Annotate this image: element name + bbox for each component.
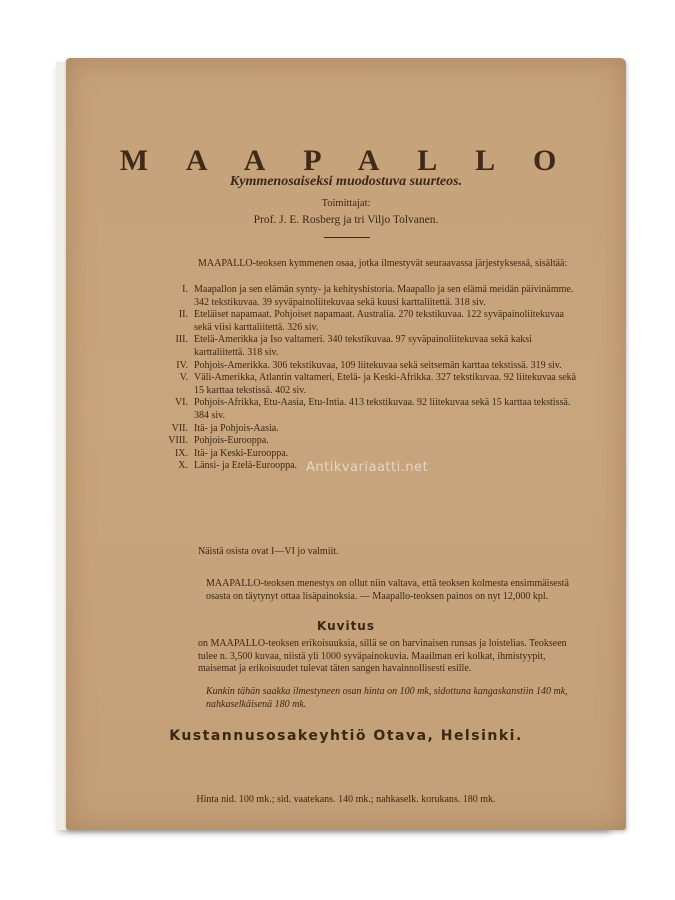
- volume-item: [158, 360, 578, 373]
- volume-number: III.: [175, 334, 188, 346]
- divider-rule: [324, 237, 370, 238]
- volume-item: [158, 309, 578, 334]
- illustrations-heading: Kuvitus: [317, 619, 375, 633]
- volume-description: Länsi- ja Etelä-Eurooppa.: [194, 460, 298, 472]
- illustrations-paragraph: on MAAPALLO-teoksen erikoisuuksia, sillä se on harvinaisen runsas ja loistelias. Teokseen tulee n. 3,500 kuvaa, niistä yli 1000 syväpainokuvia. Maailman eri kolkat, ihmistyypit, maisemat ja erikoisuudet tulevat täten sangen havainnollisesti esille.: [198, 638, 567, 675]
- book-title: M A A P A L L O: [119, 144, 573, 177]
- volume-description: Pohjois-Eurooppa.: [194, 435, 269, 447]
- volume-number: VI.: [174, 397, 188, 409]
- volume-item: [158, 372, 578, 397]
- volume-number: IX.: [174, 447, 188, 459]
- volume-item: [158, 448, 578, 461]
- volume-number: V.: [179, 372, 188, 384]
- volume-number: II.: [178, 309, 188, 321]
- availability-note: Näistä osista ovat I—VI jo valmiit.: [198, 546, 339, 557]
- volume-number: VIII.: [168, 435, 188, 447]
- editors-label: Toimittajat:: [321, 198, 371, 209]
- volume-item: [158, 334, 578, 359]
- watermark: Antikvariaatti.net: [306, 460, 429, 475]
- volume-list: [158, 284, 578, 473]
- volume-number: IV.: [176, 359, 188, 371]
- intro-paragraph: MAAPALLO-teoksen kymmenen osaa, jotka ilmestyvät seuraavassa järjestyksessä, sisältää:: [198, 258, 568, 269]
- price-note: Kunkin tähän saakka ilmestyneen osan hinta on 100 mk, sidottuna kangaskanstiin 140 mk, nahkaselkäisenä 180 mk.: [206, 686, 568, 710]
- book-subtitle: Kymmenosaiseksi muodostuva suurteos.: [229, 174, 463, 189]
- volume-item: [158, 423, 578, 436]
- volume-description: Itä- ja Pohjois-Aasia.: [194, 422, 279, 434]
- dust-jacket: [66, 58, 626, 830]
- volume-description: Eteläiset napamaat. Pohjoiset napamaat. Australia. 270 tekstikuvaa. 122 syväpainoliitekuvaa sekä viisi karttaliitettä. 326 siv.: [194, 309, 564, 333]
- volume-description: Etelä-Amerikka ja Iso valtameri. 340 tekstikuvaa. 97 syväpainoliitekuvaa sekä kaksi karttaliitettä. 318 siv.: [194, 334, 532, 358]
- volume-description: Pohjois-Amerikka. 306 tekstikuvaa, 109 liitekuvaa sekä seitsemän karttaa tekstissä. 319 siv.: [194, 359, 562, 371]
- volume-number: X.: [178, 460, 188, 472]
- price-line: Hinta nid. 100 mk.; sid. vaatekans. 140 mk.; nahkaselk. korukans. 180 mk.: [196, 794, 496, 805]
- volume-description: Pohjois-Afrikka, Etu-Aasia, Etu-Intia. 413 tekstikuvaa. 92 liitekuvaa sekä 15 karttaa tekstissä. 384 siv.: [194, 397, 571, 421]
- volume-description: Väli-Amerikka, Atlantin valtameri, Etelä- ja Keski-Afrikka. 327 tekstikuvaa. 92 liitekuvaa sekä 15 karttaa tekstissä. 402 siv.: [194, 372, 577, 396]
- volume-item: [158, 397, 578, 422]
- success-paragraph: MAAPALLO-teoksen menestys on ollut niin valtava, että teoksen kolmesta ensimmäisestä osasta on täytynyt ottaa lisäpainoksia. — Maapallo-teoksen painos on nyt 12,000 kpl.: [206, 578, 569, 602]
- volume-description: Maapallon ja sen elämän synty- ja kehityshistoria. Maapallo ja sen elämä meidän päivinämme. 342 tekstikuvaa. 39 syväpainoliitekuvaa sekä kuusi karttaliitettä. 318 siv.: [194, 284, 574, 308]
- editors-names: Prof. J. E. Rosberg ja tri Viljo Tolvanen.: [253, 214, 439, 226]
- volume-number: VII.: [171, 422, 188, 434]
- volume-number: I.: [182, 284, 188, 295]
- volume-item: [158, 435, 578, 448]
- publisher-name: Kustannusosakeyhtiö Otava, Helsinki.: [169, 728, 523, 744]
- volume-item: [158, 284, 578, 309]
- volume-description: Itä- ja Keski-Eurooppa.: [194, 447, 289, 459]
